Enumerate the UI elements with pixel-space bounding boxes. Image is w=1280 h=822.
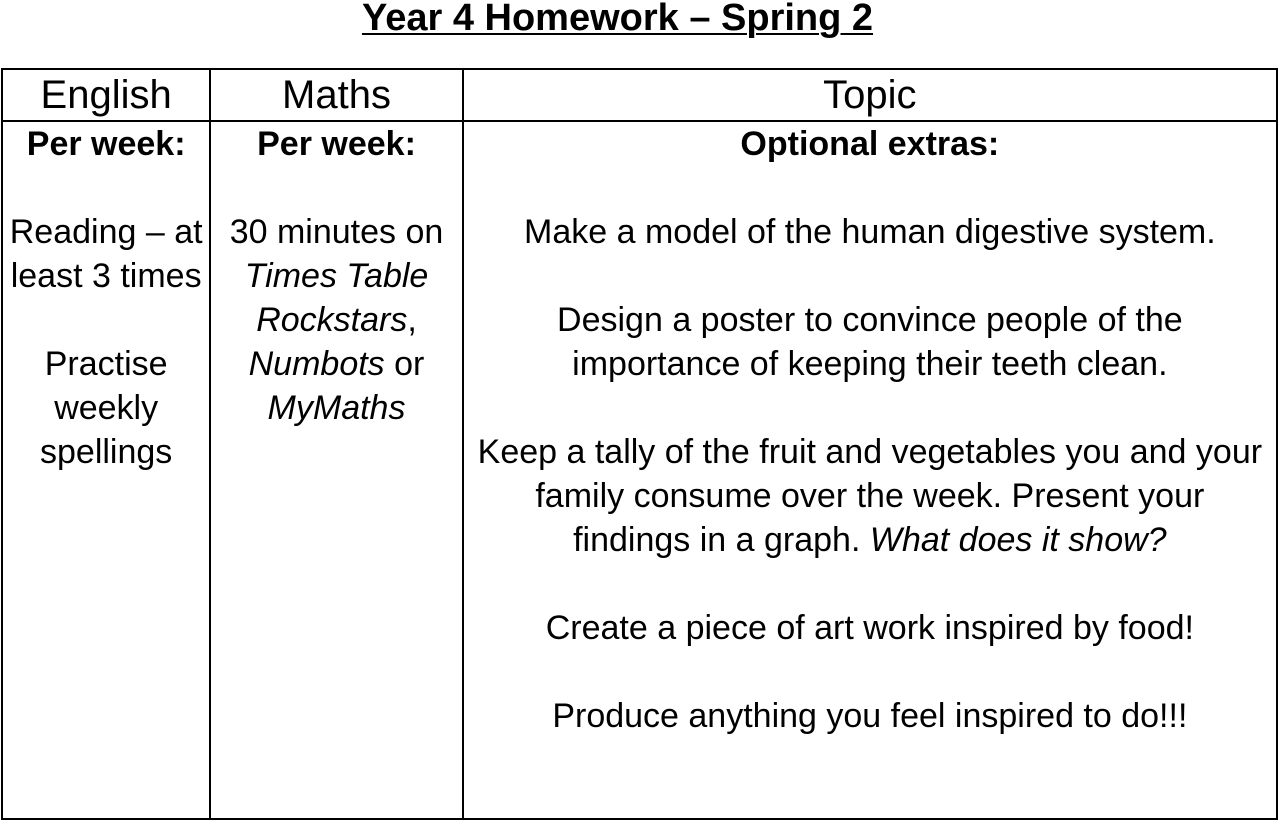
maths-sep-1: , bbox=[407, 301, 417, 339]
english-heading: Per week: bbox=[26, 125, 186, 163]
header-row bbox=[2, 69, 1277, 121]
maths-app-mymaths: MyMaths bbox=[267, 389, 406, 427]
english-header: English bbox=[2, 69, 210, 121]
topic-item-poster: Design a poster to convince people of the importance of keeping their teeth clean. bbox=[557, 301, 1183, 383]
topic-cell bbox=[463, 121, 1277, 819]
maths-item bbox=[211, 210, 461, 430]
page-title: Year 4 Homework – Spring 2 bbox=[361, 0, 874, 39]
maths-app-ttrs: Times Table Rockstars bbox=[244, 257, 429, 339]
maths-app-numbots: Numbots bbox=[248, 345, 385, 383]
topic-item-art: Create a piece of art work inspired by food! bbox=[545, 609, 1194, 647]
topic-item-tally-question: What does it show? bbox=[869, 521, 1167, 559]
maths-text: 30 minutes on bbox=[229, 213, 444, 251]
maths-cell bbox=[210, 121, 462, 819]
english-spelling-item: Practise weekly spellings bbox=[40, 345, 173, 471]
topic-item-tally-text: Keep a tally of the fruit and vegetables you and your family consume over the week. Present your findings in a graph. bbox=[477, 433, 1263, 559]
english-cell bbox=[2, 121, 210, 819]
maths-heading: Per week: bbox=[257, 125, 416, 163]
topic-heading: Optional extras: bbox=[740, 125, 1000, 163]
topic-item-digestive: Make a model of the human digestive system. bbox=[524, 213, 1216, 251]
homework-table bbox=[1, 68, 1278, 820]
maths-sep-2: or bbox=[384, 345, 425, 383]
content-row bbox=[2, 121, 1277, 819]
english-reading-item: Reading – at least 3 times bbox=[9, 213, 203, 295]
topic-header: Topic bbox=[463, 69, 1277, 121]
topic-item-tally bbox=[464, 430, 1276, 562]
topic-item-anything: Produce anything you feel inspired to do!!! bbox=[552, 697, 1188, 735]
maths-header: Maths bbox=[210, 69, 462, 121]
